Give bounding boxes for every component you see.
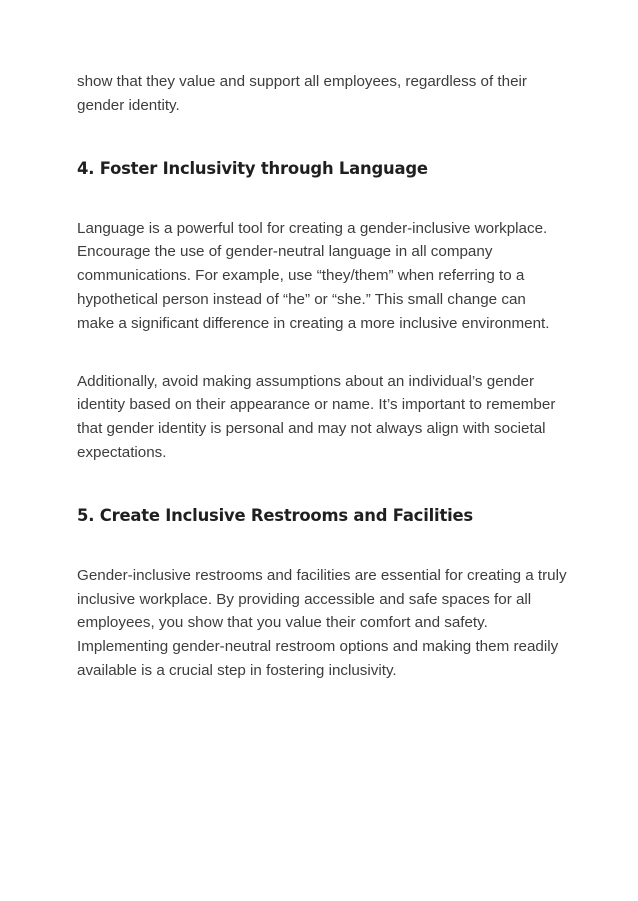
section-4-paragraph-2: Additionally, avoid making assumptions about an individual’s gender identity based on their appearance or name. It’s important to remember that gender identity is personal and may not always align with societal expectations. xyxy=(77,372,556,461)
section-5-paragraph-1: Gender-inclusive restrooms and facilities are essential for creating a truly inclusive workplace. By providing accessible and safe spaces for all employees, you show that you value their comfort and safety. Implementing gender-neutral restroom options and making them readily available is a crucial step in fostering inclusivity. xyxy=(77,566,567,679)
section-5-heading: 5. Create Inclusive Restrooms and Facilities xyxy=(77,505,473,525)
section-4-paragraph-1: Language is a powerful tool for creating a gender-inclusive workplace. Encourage the use of gender-neutral language in all company communications. For example, use “they/them” when referring to a hypothetical person instead of “he” or “she.” This small change can make a significant difference in creating a more inclusive environment. xyxy=(77,219,550,332)
intro-paragraph: show that they value and support all employees, regardless of their gender identity. xyxy=(77,73,527,114)
document-page xyxy=(77,70,567,683)
section-4-heading: 4. Foster Inclusivity through Language xyxy=(77,158,428,178)
